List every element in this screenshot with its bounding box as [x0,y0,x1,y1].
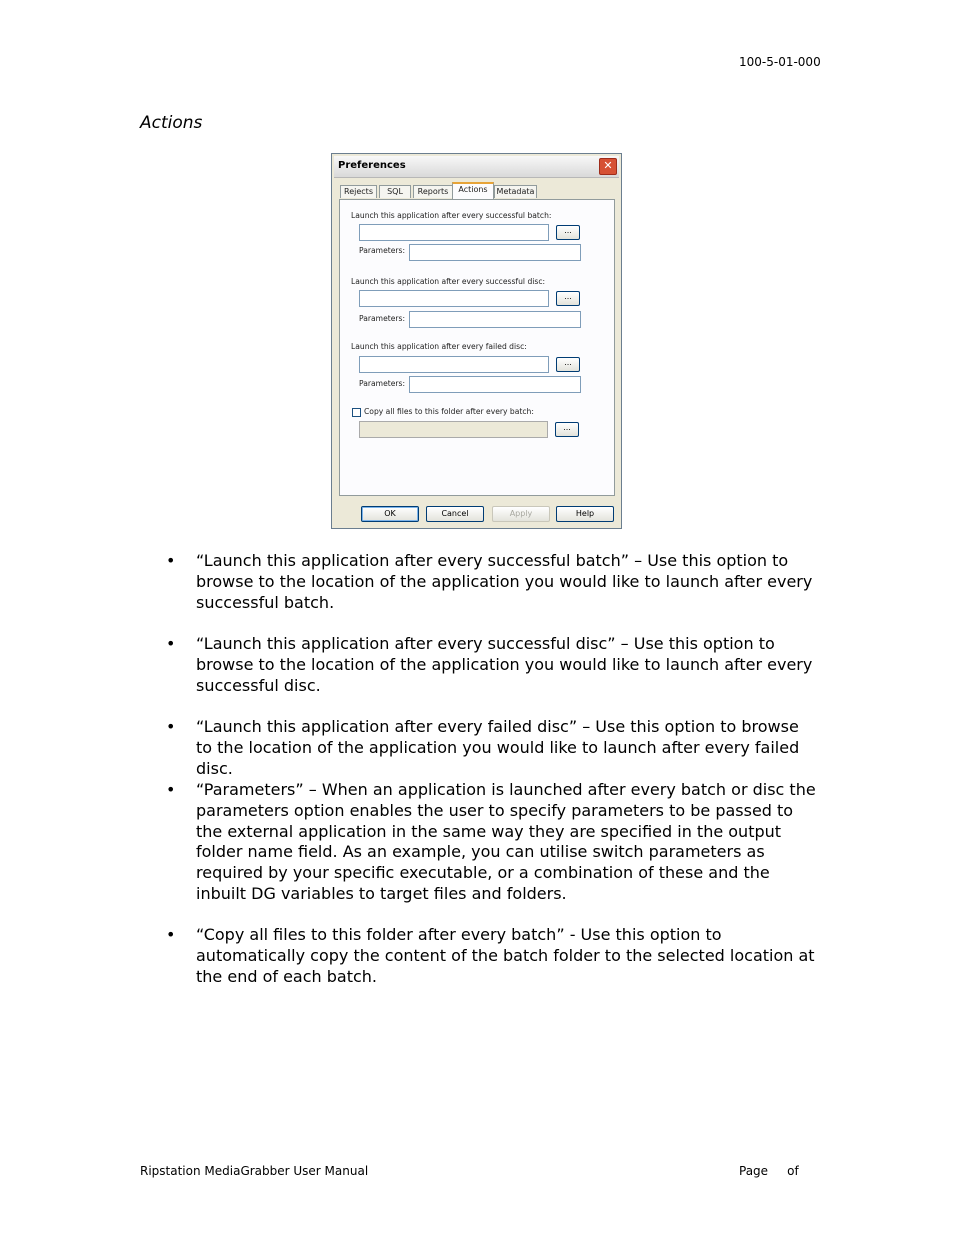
launch-disc-path-input[interactable] [359,290,549,307]
footer-page-number: Page of [739,1164,799,1178]
launch-batch-label: Launch this application after every successful batch: [351,211,552,220]
help-button[interactable]: Help [556,506,614,522]
dialog-title: Preferences [338,160,406,171]
failed-parameters-label: Parameters: [359,379,406,388]
tab-metadata[interactable]: Metadata [494,185,537,198]
launch-failed-browse-button[interactable]: ... [556,357,580,372]
tab-rejects[interactable]: Rejects [340,185,377,198]
bullet-marker: • [166,551,176,570]
ok-button[interactable]: OK [361,506,419,522]
bullet-text: “Launch this application after every successful disc” – Use this option to browse to the location of the application you would like to launch after every successful disc. [196,634,813,695]
tab-actions[interactable]: Actions [452,182,494,199]
footer-title: Ripstation MediaGrabber User Manual [140,1164,369,1178]
close-icon[interactable]: ✕ [599,158,617,175]
copy-files-checkbox[interactable] [352,408,361,417]
tab-reports[interactable]: Reports [413,185,453,198]
batch-parameters-input[interactable] [409,244,581,261]
actions-panel [339,199,615,496]
section-heading: Actions [140,113,203,133]
copy-folder-browse-button[interactable]: ... [555,422,579,437]
tab-sql[interactable]: SQL [379,185,411,198]
disc-parameters-label: Parameters: [359,314,406,323]
disc-parameters-input[interactable] [409,311,581,328]
bullet-marker: • [166,717,176,736]
apply-button[interactable]: Apply [492,506,550,522]
cancel-button[interactable]: Cancel [426,506,484,522]
preferences-dialog [331,153,622,529]
failed-parameters-input[interactable] [409,376,581,393]
launch-disc-browse-button[interactable]: ... [556,291,580,306]
bullet-marker: • [166,780,176,799]
bullet-marker: • [166,925,176,944]
bullet-marker: • [166,634,176,653]
dialog-titlebar [334,156,619,178]
launch-batch-path-input[interactable] [359,224,549,241]
document-id: 100-5-01-000 [739,55,821,69]
launch-failed-path-input[interactable] [359,356,549,373]
bullet-text: “Launch this application after every successful batch” – Use this option to browse to the location of the application you would like to launch after every successful batch. [196,551,813,612]
launch-disc-label: Launch this application after every successful disc: [351,277,546,286]
launch-batch-browse-button[interactable]: ... [556,225,580,240]
bullet-text: “Parameters” – When an application is launched after every batch or disc the parameters option enables the user to specify parameters to be passed to the external application in the same way they are specified in the output folder name field. As an example, you can utilise switch parameters as required by your specific executable, or a combination of these and the inbuilt DG variables to target files and folders. [196,780,816,903]
bullet-text: “Copy all files to this folder after every batch” - Use this option to automatically copy the content of the batch folder to the selected location at the end of each batch. [196,925,815,986]
copy-files-label: Copy all files to this folder after every batch: [364,407,534,416]
bullet-text: “Launch this application after every failed disc” – Use this option to browse to the location of the application you would like to launch after every failed disc. [196,717,800,778]
launch-failed-label: Launch this application after every failed disc: [351,342,527,351]
batch-parameters-label: Parameters: [359,246,406,255]
copy-folder-input[interactable] [359,421,548,438]
